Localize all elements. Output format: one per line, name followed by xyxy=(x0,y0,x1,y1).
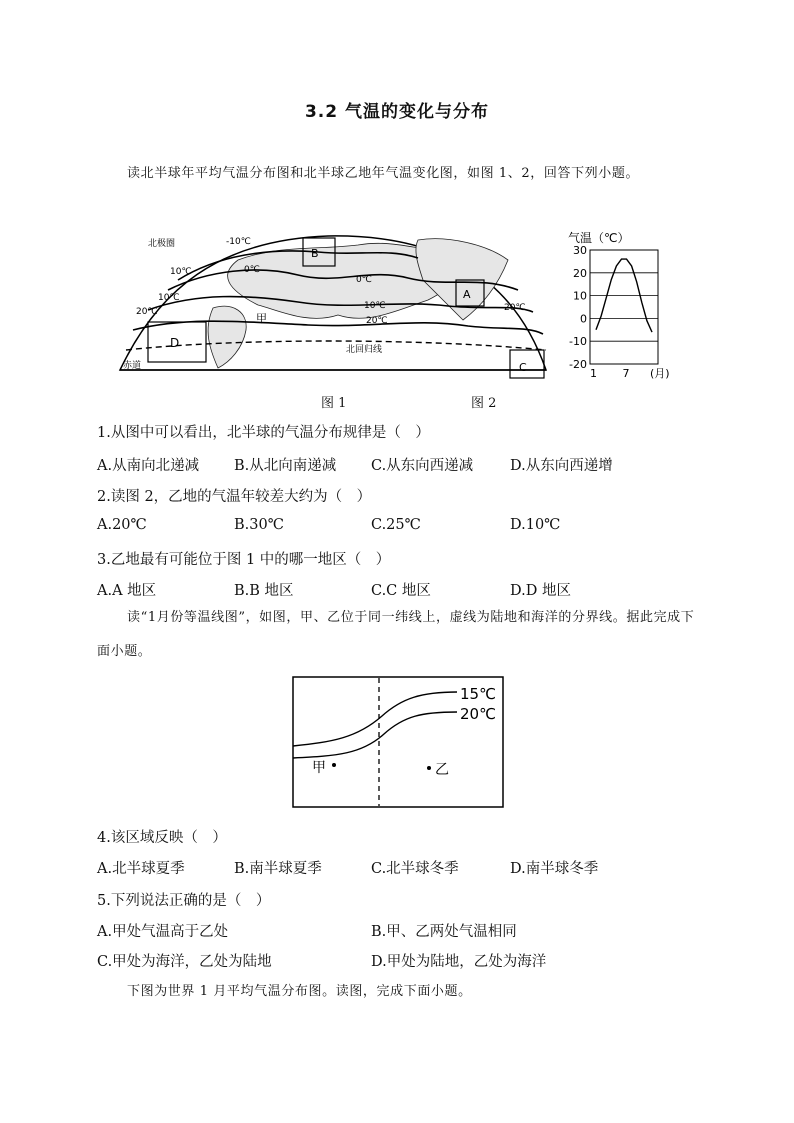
intro-paragraph-2: 读“1月份等温线图”，如图，甲、乙位于同一纬线上，虚线为陆地和海洋的分界线。据此完成下面小题。 xyxy=(97,610,695,659)
chart-y-tick-label: 0 xyxy=(580,312,587,326)
figure-1-isotherm-map xyxy=(118,230,550,380)
question-3-option-d[interactable]: D.D 地区 xyxy=(510,583,571,599)
question-1-option-c[interactable]: C.从东向西递减 xyxy=(371,458,474,474)
label-jia: 甲 xyxy=(312,760,326,776)
point-jia xyxy=(332,763,336,767)
question-4-option-a[interactable]: A.北半球夏季 xyxy=(97,861,185,877)
question-1-option-b[interactable]: B.从北向南递减 xyxy=(234,458,337,474)
figure-1-caption: 图 1 xyxy=(321,396,347,411)
question-3-stem: 3.乙地最有可能位于图 1 中的哪一地区（ ） xyxy=(97,552,391,568)
question-4-option-c[interactable]: C.北半球冬季 xyxy=(371,861,459,877)
label-10-a: 10℃ xyxy=(170,267,192,277)
chart-y-tick-label: 20 xyxy=(573,266,587,280)
label-20-b: 20℃ xyxy=(366,316,388,326)
question-5-option-a[interactable]: A.甲处气温高于乙处 xyxy=(97,924,229,940)
label-region-b: B xyxy=(311,247,319,260)
label-20-c: 20℃ xyxy=(504,303,526,313)
label-region-d: D xyxy=(170,336,180,350)
question-1-option-a[interactable]: A.从南向北递减 xyxy=(97,458,200,474)
label-tropic: 北回归线 xyxy=(346,345,383,355)
question-2-option-b[interactable]: B.30℃ xyxy=(234,517,284,533)
label-jia: 甲 xyxy=(256,312,267,325)
question-3-option-c[interactable]: C.C 地区 xyxy=(371,583,431,599)
chart-x-tick-label: 1 xyxy=(590,367,597,380)
label-20: 20℃ xyxy=(460,705,496,723)
chart-x-tick-label: 7 xyxy=(622,367,630,380)
question-4-option-b[interactable]: B.南半球夏季 xyxy=(234,861,322,877)
chart-y-tick-label: -20 xyxy=(569,358,587,371)
figure-3-january-isotherm xyxy=(292,676,504,808)
label-region-a: A xyxy=(463,288,471,301)
label-0-a: 0℃ xyxy=(244,265,260,275)
page-title: 3.2 气温的变化与分布 xyxy=(304,102,490,122)
chart-y-tick-label: -10 xyxy=(569,335,587,349)
question-2-option-c[interactable]: C.25℃ xyxy=(371,517,421,533)
question-5-option-b[interactable]: B.甲、乙两处气温相同 xyxy=(371,924,517,940)
question-5-stem: 5.下列说法正确的是（ ） xyxy=(97,893,271,909)
intro-paragraph-3: 下图为世界 1 月平均气温分布图。读图，完成下面小题。 xyxy=(127,984,472,999)
chart-x-tick-label: (月) xyxy=(650,367,670,380)
label-10-b: 10℃ xyxy=(158,293,180,303)
chart-y-title: 气温（℃） xyxy=(568,231,630,245)
question-2-option-a[interactable]: A.20℃ xyxy=(97,517,147,533)
intro-paragraph-1: 读北半球年平均气温分布图和北半球乙地年气温变化图，如图 1、2，回答下列小题。 xyxy=(127,166,640,181)
figure-2-caption: 图 2 xyxy=(471,396,497,411)
question-4-option-d[interactable]: D.南半球冬季 xyxy=(510,861,599,877)
label-minus10: -10℃ xyxy=(226,237,251,247)
question-2-stem: 2.读图 2，乙地的气温年较差大约为（ ） xyxy=(97,489,372,505)
figure-2-temperature-chart xyxy=(562,228,674,382)
question-5-option-c[interactable]: C.甲处为海洋，乙处为陆地 xyxy=(97,954,272,970)
chart-y-tick-label: 30 xyxy=(573,244,587,257)
question-2-option-d[interactable]: D.10℃ xyxy=(510,517,561,533)
label-15: 15℃ xyxy=(460,685,496,703)
question-4-stem: 4.该区域反映（ ） xyxy=(97,830,227,846)
label-equator: 赤道 xyxy=(123,361,142,371)
label-10-c: 10℃ xyxy=(364,301,386,311)
question-3-option-a[interactable]: A.A 地区 xyxy=(97,583,157,599)
point-yi xyxy=(427,766,431,770)
chart-y-tick-label: 10 xyxy=(573,289,587,303)
question-3-option-b[interactable]: B.B 地区 xyxy=(234,583,294,599)
label-arctic-circle: 北极圈 xyxy=(148,239,176,249)
label-yi: 乙 xyxy=(435,762,449,778)
question-1-stem: 1.从图中可以看出，北半球的气温分布规律是（ ） xyxy=(97,425,430,441)
question-5-option-d[interactable]: D.甲处为陆地，乙处为海洋 xyxy=(371,954,547,970)
label-0-b: 0℃ xyxy=(356,275,372,285)
label-region-c: C xyxy=(519,361,527,374)
chart-plot-frame xyxy=(590,250,658,364)
question-1-option-d[interactable]: D.从东向西递增 xyxy=(510,458,613,474)
label-20-a: 20℃ xyxy=(136,307,158,317)
